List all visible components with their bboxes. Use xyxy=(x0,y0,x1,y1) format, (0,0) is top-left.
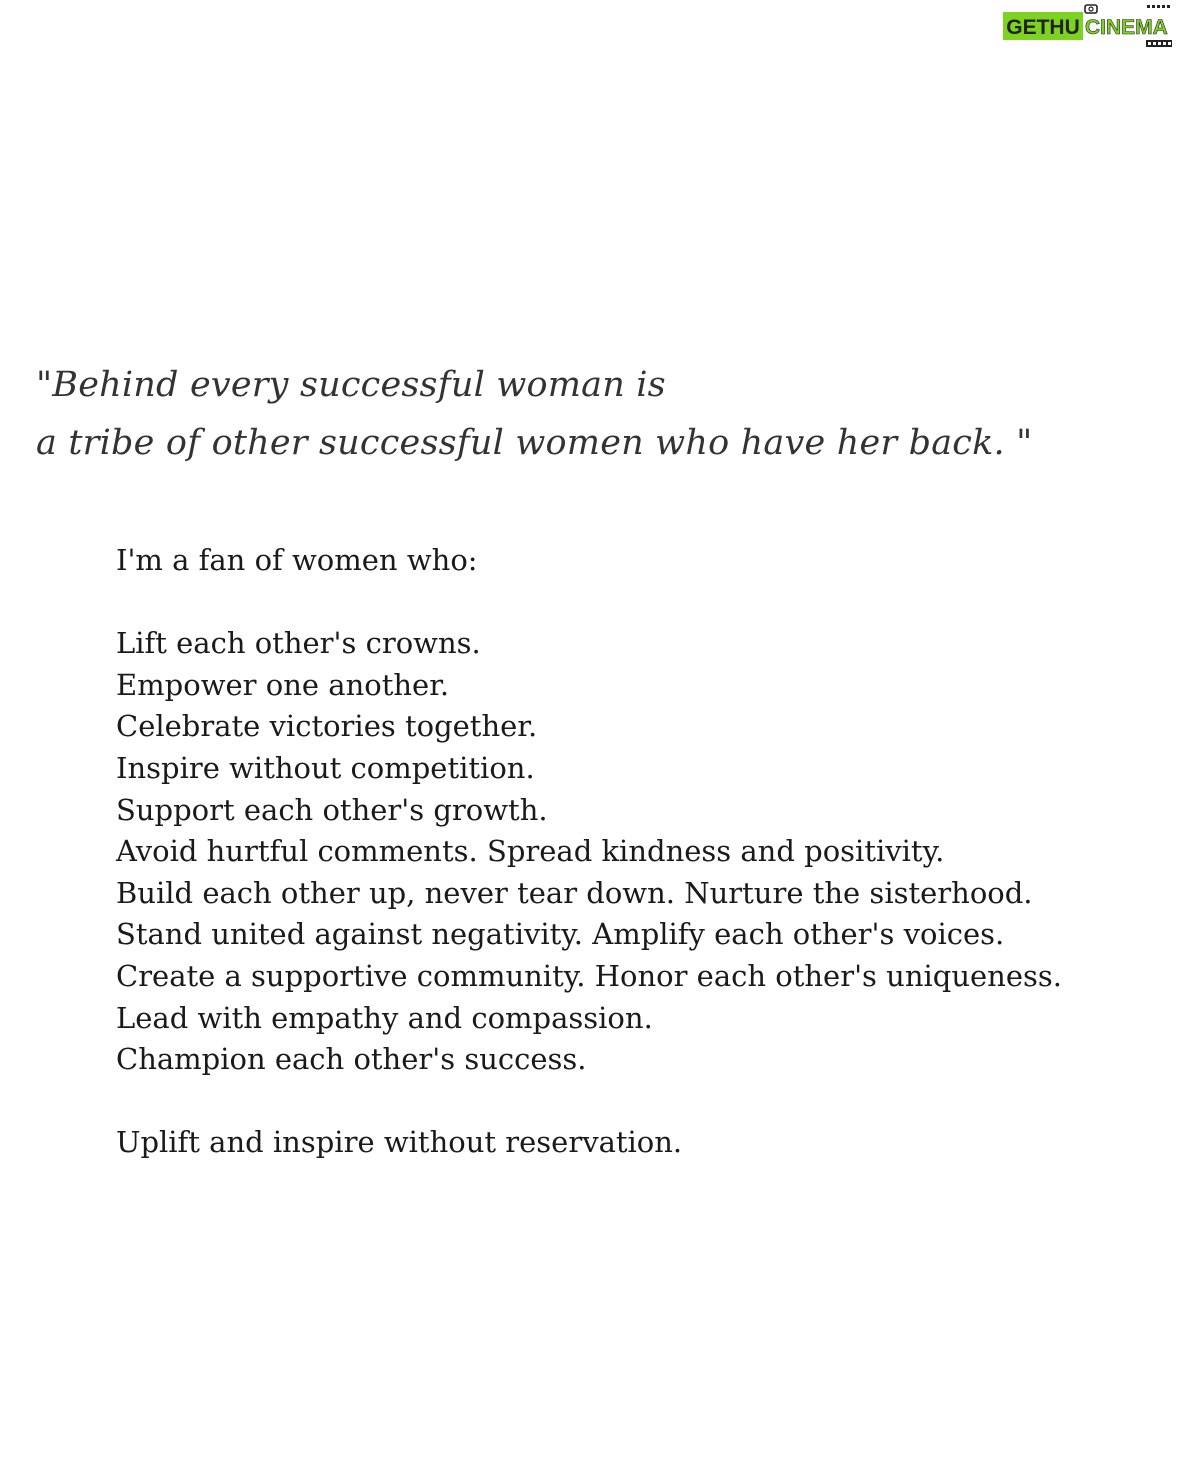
list-item: Champion each other's success. xyxy=(116,1042,587,1077)
logo-text-cinema: CINEMA xyxy=(1085,16,1168,39)
spacer xyxy=(116,582,1062,624)
logo-text-gethu: GETHU xyxy=(1006,16,1080,39)
list-item: Avoid hurtful comments. Spread kindness and positivity. xyxy=(116,834,945,869)
gethu-cinema-logo xyxy=(1001,4,1173,48)
list-item: Lead with empathy and compassion. xyxy=(116,1000,653,1035)
fan-list-block xyxy=(116,540,1062,1164)
list-item: Stand united against negativity. Amplify each other's voices. xyxy=(116,917,1005,952)
list-item: Lift each other's crowns. xyxy=(116,626,481,661)
intro-line: I'm a fan of women who: xyxy=(116,543,478,577)
list-item: Support each other's growth. xyxy=(116,792,548,827)
closing-line: Uplift and inspire without reservation. xyxy=(116,1125,683,1160)
list-item: Inspire without competition. xyxy=(116,750,535,785)
list-item: Empower one another. xyxy=(116,667,450,702)
list-item: Build each other up, never tear down. Nurture the sisterhood. xyxy=(116,875,1033,910)
list-item: Create a supportive community. Honor each other's uniqueness. xyxy=(116,958,1062,993)
quote-line-2: a tribe of other successful women who have her back. " xyxy=(36,423,1033,463)
quote-line-1: "Behind every successful woman is xyxy=(36,365,666,405)
quote-block xyxy=(36,356,1032,472)
list-item: Celebrate victories together. xyxy=(116,709,538,744)
film-camera-icon xyxy=(1001,4,1173,48)
spacer xyxy=(116,1081,1062,1123)
